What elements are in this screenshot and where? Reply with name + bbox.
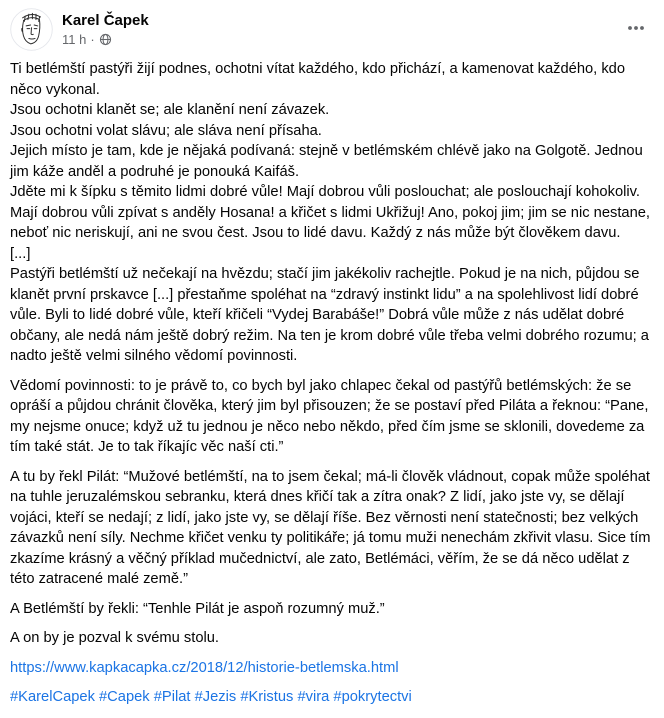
hashtag[interactable]: #KarelCapek <box>10 689 95 705</box>
hashtag[interactable]: #Pilat <box>153 689 191 705</box>
post-text-line: Jejich místo je tam, kde je nějaká podívaná: stejně v betlémském chlévě jako na Golgotě. Jednou jim káže anděl a podruhé je ponouká Kaifáš. <box>10 143 643 180</box>
hashtag[interactable]: #Jezis <box>194 689 237 705</box>
post-paragraph: A on by je pozval k svému stolu. <box>10 630 219 646</box>
meta-separator: · <box>90 32 95 47</box>
post-paragraph: A tu by řekl Pilát: “Mužové betlémští, na to jsem čekal; má-li člověk vládnout, copak může spoléhat na tuhle jeruzalémskou sebranku, která dnes křičí tak a zítra onak? Z lidí, jako jste vy, se dělají vojáci, kteří se nedají; z lidí, jako jste vy, se dělají říše. Bez věrnosti není statečnosti; bez velkých závazků není síly. Nechme křičet venku ty politikáře; já tomu muži nenechám zkřivit vlasu. Sice tím zkazíme krásný a věčný příklad mučednictví, ale zato, Betlémáci, věřím, že se dá něco udělat z této zatracené malé země.” <box>10 468 651 587</box>
post-link[interactable]: https://www.kapkacapka.cz/2018/12/historie-betlemska.html <box>10 659 399 676</box>
timestamp[interactable]: 11 h <box>62 32 87 47</box>
post-paragraph: A Betlémští by řekli: “Tenhle Pilát je aspoň rozumný muž.” <box>10 600 385 617</box>
post-link-row <box>10 658 652 679</box>
post-text-line: Jsou ochotni klanět se; ale klanění není závazek. <box>10 102 330 118</box>
post-body <box>0 57 664 708</box>
header-text <box>62 11 149 48</box>
post-header <box>0 6 664 57</box>
avatar-sketch-portrait <box>10 8 53 51</box>
post-text-line: Jděte mi k šípku s těmito lidmi dobré vůle! Mají dobrou vůli poslouchat; ale poslouchají kohokoliv. Mají dobrou vůli zpívat s anděly Hosana! a křičet s lidmi Ukřižuj! Ano, pokoj jim; jim se nic nestane, neboť nic neriskují, ani ne svou čest. Jsou to lidé davu. Každý z nás může být člověkem davu. <box>10 184 650 241</box>
post-text-line: Pastýři betlémští už nečekají na hvězdu; stačí jim jakékoliv rachejtle. Pokud je na nich, půjdou se klanět první prskavce [...] přestaňme spoléhat na “zdravý instinkt lidu” a na spolehlivost lidí dobré vůle. Byli to lidé dobré vůle, kteří křičeli “Vydej Barabáše!” Dobrá vůle může z nás udělat dobré občany, ale nedá nám ještě dobrý režim. Na ten je krom dobré vůle třeba velmi dobrého rozumu; a nadto ještě velmi silného vědomí povinnosti. <box>10 266 649 364</box>
post-text-block <box>10 59 652 367</box>
ellipsis-icon <box>626 18 646 38</box>
globe-icon <box>99 33 112 46</box>
post-text-line: Jsou ochotni volat slávu; ale sláva není přísaha. <box>10 122 322 139</box>
hashtag[interactable]: #Capek <box>99 689 150 705</box>
avatar[interactable] <box>10 8 53 51</box>
hashtag[interactable]: #vira <box>297 689 330 705</box>
post-text-line: Ti betlémští pastýři žijí podnes, ochotni vítat každého, kdo přichází, a kamenovat každého, kdo něco vykonal. <box>10 61 626 98</box>
post-text-line: [...] <box>10 245 31 262</box>
post-paragraph: Vědomí povinnosti: to je právě to, co bych byl jako chlapec čekal od pastýřů betlémských: že se opráší a půjdou chránit člověka, který jim byl přisouzen; že se postaví před Piláta a řeknou: “Pane, my nejsme onuce; když už tu jednou je něco nebo někdo, před čím jsme se sklonili, dovedeme za tím také stát. Je to tak říkajíc věc naší cti.” <box>10 377 649 455</box>
hashtag[interactable]: #Kristus <box>240 689 294 705</box>
author-name[interactable]: Karel Čapek <box>62 12 149 29</box>
hashtag[interactable]: #pokrytectvi <box>333 689 412 705</box>
more-options-button[interactable] <box>620 12 652 44</box>
post-meta <box>62 31 149 48</box>
hashtags-row <box>10 687 652 708</box>
